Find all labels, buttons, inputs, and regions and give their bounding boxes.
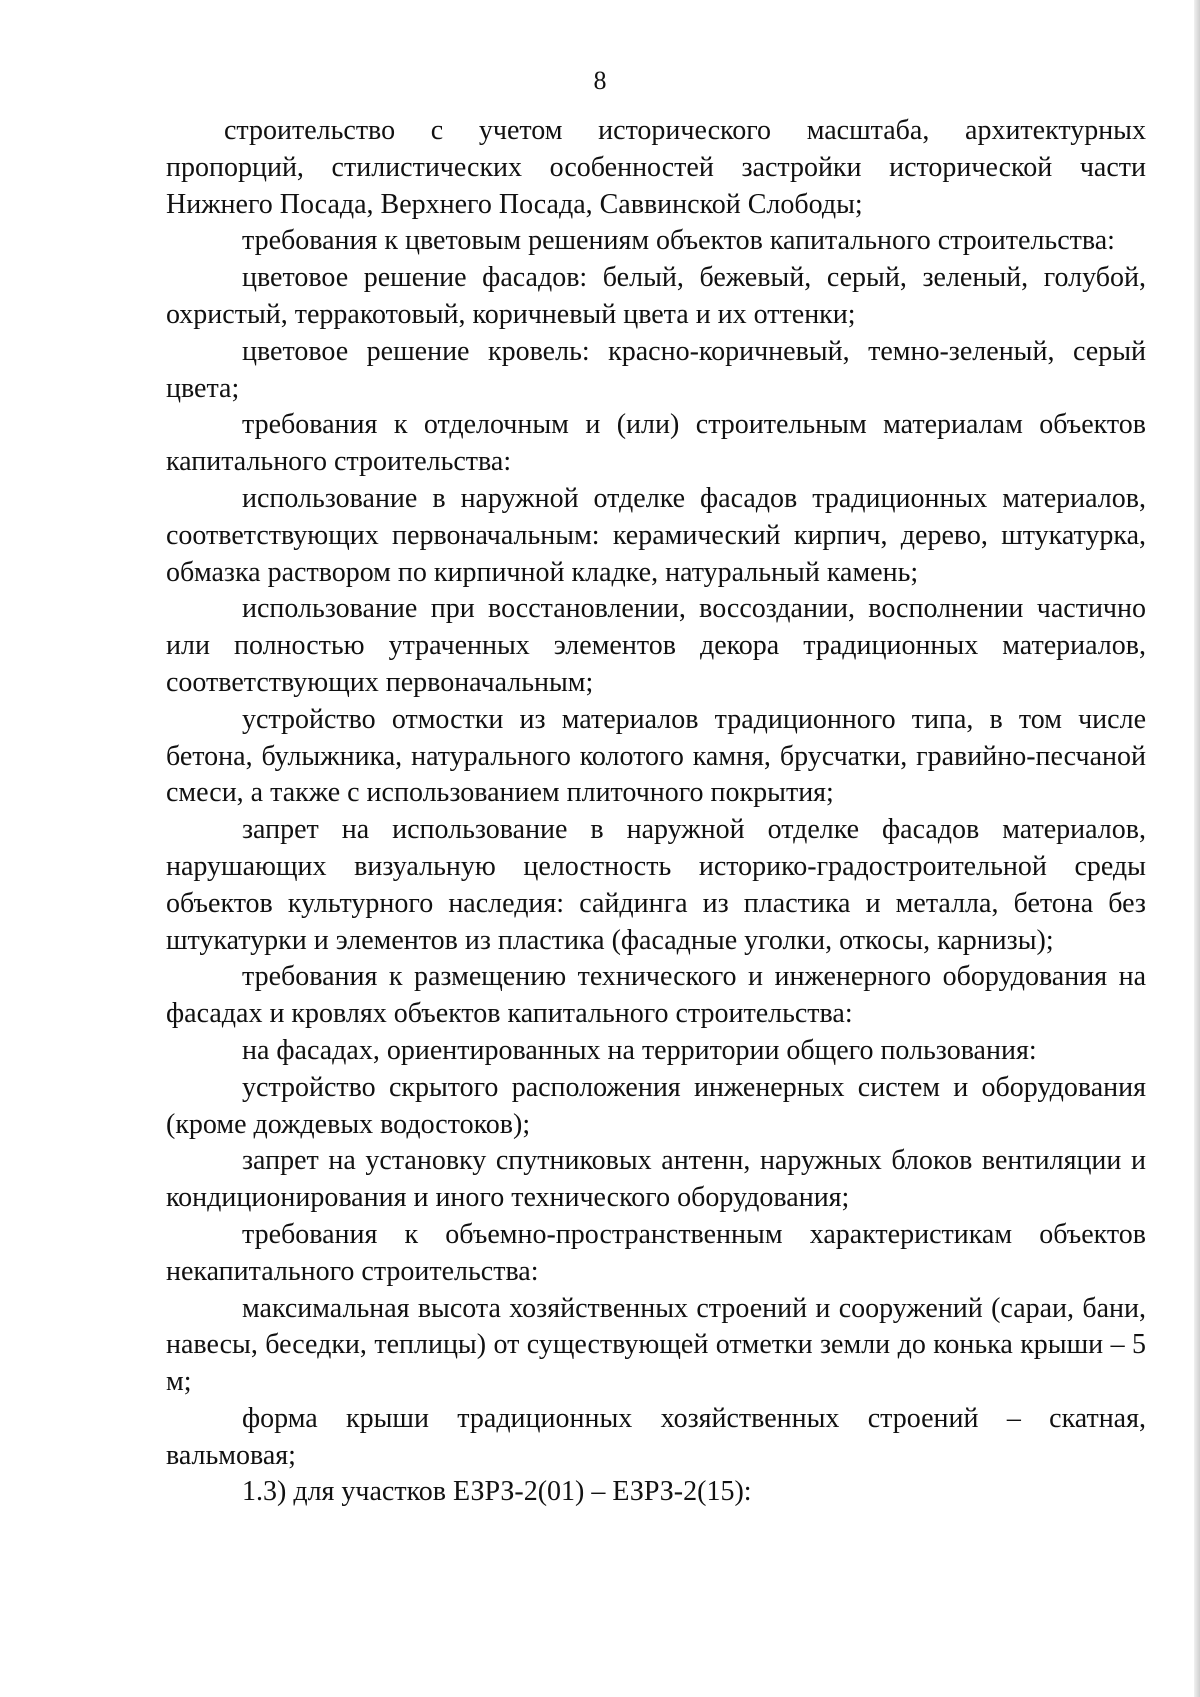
paragraph-maximum-height: максимальная высота хозяйственных строений и сооружений (сараи, бани, навесы, беседки, теплицы) от существующей отметки земли до конька крыши – 5 м; [166, 1292, 1146, 1398]
paragraph-material-requirements: требования к отделочным и (или) строительным материалам объектов капитального строительства: [166, 409, 1146, 478]
paragraph-facade-colors: цветовое решение фасадов: белый, бежевый, серый, зеленый, голубой, охристый, терракотовый, коричневый цвета и их оттенки; [166, 262, 1146, 330]
document-body [166, 113, 1146, 1511]
paragraph-material-prohibition: запрет на использование в наружной отделке фасадов материалов, нарушающих визуальную целостность историко-градостроительной среды объектов культурного наследия: сайдинга из пластика и металла, бетона без штукатурки и элементов из пластика (фасадные уголки, откосы, карнизы); [166, 814, 1146, 956]
paragraph-roof-colors: цветовое решение кровель: красно-коричневый, темно-зеленый, серый цвета; [166, 335, 1146, 404]
paragraph-section-heading: 1.3) для участков ЕЗРЗ-2(01) – ЕЗРЗ-2(15): [242, 1476, 752, 1508]
paragraph-decor-restoration: использование при восстановлении, воссоздании, восполнении частично или полностью утраченных элементов декора традиционных материалов, соответствующих первоначальным; [166, 593, 1146, 698]
paragraph-equipment-requirements: требования к размещению технического и инженерного оборудования на фасадах и кровлях объектов капитального строительства: [166, 961, 1146, 1030]
paragraph-hidden-systems: устройство скрытого расположения инженерных систем и оборудования (кроме дождевых водостоков); [166, 1071, 1146, 1140]
paragraph-traditional-materials: использование в наружной отделке фасадов традиционных материалов, соответствующих первоначальным: керамический кирпич, дерево, штукатурка, обмазка раствором по кирпичной кладке, натуральный камень; [166, 482, 1146, 588]
scan-edge-shadow [1194, 0, 1200, 1697]
page-number: 8 [593, 66, 607, 95]
paragraph-public-facades: на фасадах, ориентированных на территории общего пользования: [242, 1034, 1037, 1066]
paragraph-historical-scale: строительство с учетом исторического масштаба, архитектурных пропорций, стилистических особенностей застройки исторической части Нижнего Посада, Верхнего Посада, Саввинской Слободы; [166, 115, 1146, 220]
paragraph-color-requirements: требования к цветовым решениям объектов капитального строительства: [242, 225, 1115, 257]
paragraph-paving: устройство отмостки из материалов традиционного типа, в том числе бетона, булыжника, натурального колотого камня, брусчатки, гравийно-песчаной смеси, а также с использованием плиточного покрытия; [166, 703, 1146, 809]
paragraph-equipment-prohibition: запрет на установку спутниковых антенн, наружных блоков вентиляции и кондиционирования и иного технического оборудования; [166, 1145, 1146, 1214]
paragraph-spatial-requirements: требования к объемно-пространственным характеристикам объектов некапитального строительства: [166, 1218, 1146, 1287]
paragraph-roof-shape: форма крыши традиционных хозяйственных строений – скатная, вальмовая; [166, 1402, 1146, 1471]
